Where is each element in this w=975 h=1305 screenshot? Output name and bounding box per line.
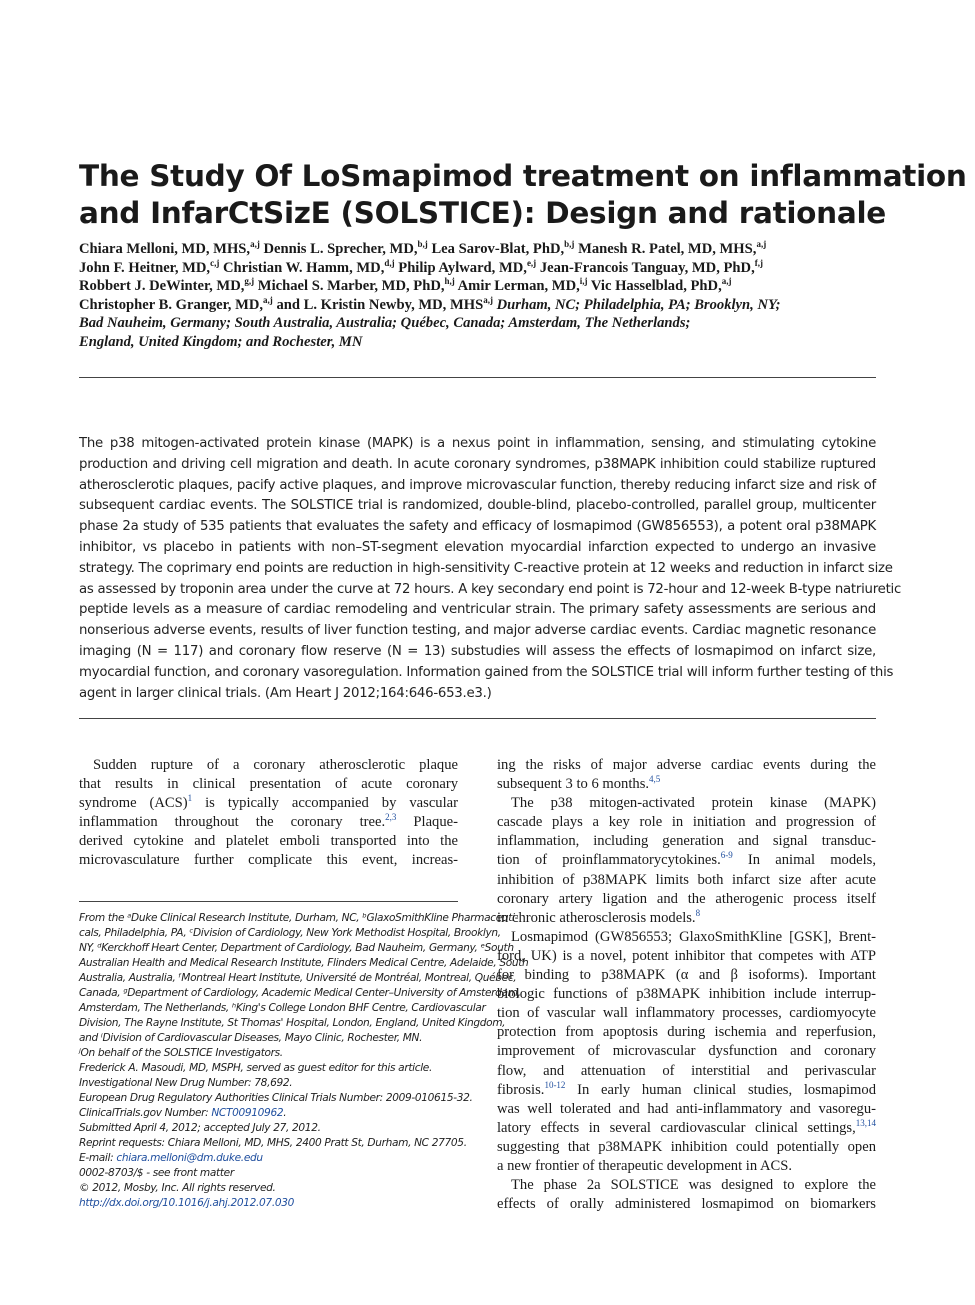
affiliation-mark: e,j (526, 257, 537, 268)
body-line: for binding to p38MAPK (α and β isoforms). Important (497, 967, 876, 984)
affiliation-line: Division, The Rayne Institute, St Thomas' Hospital, London, England, United Kingdom, (79, 1017, 506, 1029)
body-line: syndrome (ACS)$^1$ is typically accompanied by vascular (79, 793, 458, 812)
affiliation-line: Amsterdam, The Netherlands, ʰKing's College London BHF Centre, Cardiovascular (79, 1002, 486, 1014)
affiliation-mark: b,j (417, 239, 428, 250)
abstract-line: agent in larger clinical trials. (Am Heart J 2012;164:646-653.e3.) (79, 685, 492, 701)
body-line: fibrosis.$^{10-12}$ In early human clinical studies, losmapimod (497, 1079, 876, 1098)
reference-link[interactable]: 10-12 (544, 1079, 566, 1090)
body-line: in chronic atherosclerosis models.$^8$ (497, 907, 701, 926)
title-line: and InfarCtSizE (SOLSTICE): Design and rationale (79, 196, 886, 230)
abstract-line: peptide levels as a measure of cardiac remodeling and ventricular strain. The primary safety assessments are serious and (79, 602, 876, 618)
abstract-line: imaging (N = 117) and coronary flow reserve (N = 13) substudies will assess the effects of losmapimod on infarct size, (79, 643, 876, 659)
body-line: effects of orally administered losmapimod on biomarkers (497, 1196, 876, 1213)
affiliations (79, 911, 529, 1046)
body-line: suggesting that p38MAPK inhibition could potentially open (497, 1138, 876, 1155)
body-line: subsequent 3 to 6 months.$^{4,5}$ (497, 774, 661, 793)
abstract-line: subsequent cardiac events. The SOLSTICE trial is randomized, double-blind, placebo-controlled, parallel group, multicenter (79, 498, 876, 514)
affiliation-mark: a,j (263, 294, 273, 305)
abstract (79, 434, 902, 704)
body-line: The p38 mitogen-activated protein kinase (MAPK) (511, 795, 876, 812)
body-line: Sudden rupture of a coronary atherosclerotic plaque (93, 757, 458, 773)
footnote: European Drug Regulatory Authorities Clinical Trials Number: 2009-010615-32. (79, 1092, 473, 1104)
clinicaltrials-link[interactable]: NCT00910962 (211, 1107, 284, 1119)
footnote: Reprint requests: Chiara Melloni, MD, MHS, 2400 Pratt St, Durham, NC 27705. (79, 1137, 467, 1149)
abstract-line: inhibitor, vs placebo in patients with non–ST-segment elevation myocardial infarction expected to undergo an invasive (79, 539, 876, 555)
body-line: inflammation, including generation and signal transduc- (497, 833, 876, 850)
author: Amir Lerman, MD, (457, 278, 580, 294)
footnote: © 2012, Mosby, Inc. All rights reserved. (79, 1182, 276, 1194)
reference-link[interactable]: 4,5 (649, 774, 661, 785)
body-line: biologic functions of p38MAPK inhibition include interrup- (497, 986, 876, 1003)
abstract-line: strategy. The coprimary end points are reduction in high-sensitivity C-reactive protein at 12 weeks and reduction in infarct size (79, 560, 893, 576)
abstract-line: production and driving cell migration and death. In acute coronary syndromes, p38MAPK inhibition could stabilize ruptured (79, 456, 876, 472)
affiliation-line: Australia, Australia, ᶠMontreal Heart Institute, Université de Montréal, Montreal, Québec, (79, 972, 517, 984)
footnotes (79, 911, 529, 1211)
reference-link[interactable]: 2,3 (385, 812, 397, 823)
affiliation-mark: c,j (210, 257, 220, 268)
divider (79, 718, 876, 719)
footnote: ClinicalTrials.gov Number: NCT00910962. (79, 1107, 287, 1119)
author: Dennis L. Sprecher, MD, (263, 241, 418, 257)
body-line: tion of vascular wall inflammatory processes, cardiomyocyte (497, 1005, 876, 1022)
reference-link[interactable]: 8 (695, 907, 701, 918)
title-line: The Study Of LoSmapimod treatment on inflammation (79, 159, 967, 193)
author: Christian W. Hamm, MD, (223, 259, 385, 276)
body-column-right (497, 756, 876, 1214)
affiliation-mark: i,j (579, 276, 588, 287)
author-list (79, 240, 879, 351)
footnote: Investigational New Drug Number: 78,692. (79, 1077, 293, 1089)
author: Chiara Melloni, MD, MHS, (79, 241, 251, 257)
footnote: Submitted April 4, 2012; accepted July 27, 2012. (79, 1122, 321, 1134)
abstract-line: as assessed by troponin area under the curve at 72 hours. A key secondary end point is 72-hour and 12-week B-type natriuretic (79, 581, 902, 597)
footnote: Frederick A. Masoudi, MD, MSPH, served as guest editor for this article. (79, 1062, 432, 1074)
footnote: ʲOn behalf of the SOLSTICE Investigators. (79, 1047, 283, 1059)
author: Manesh R. Patel, MD, MHS, (578, 241, 757, 257)
body-line: protection from apoptosis during ischemia and reperfusion, (497, 1024, 876, 1041)
article-title (79, 158, 967, 232)
body-line: a new frontier of therapeutic development in ACS. (497, 1157, 793, 1174)
email-link[interactable]: chiara.melloni@dm.duke.edu (116, 1152, 263, 1164)
author: and L. Kristin Newby, MD, MHS (276, 296, 484, 313)
affiliation-mark: h,j (444, 276, 455, 287)
body-line: tion of proinflammatorycytokines.$^{6-9}$ In animal models, (497, 850, 877, 869)
body-line: was well tolerated and had anti-inflammatory and vasoregu- (497, 1100, 876, 1117)
reference-link[interactable]: 6-9 (720, 850, 733, 861)
affiliation-mark: a,j (250, 239, 260, 250)
body-line: that results in clinical presentation of acute coronary (79, 776, 458, 793)
author: Philip Aylward, MD, (398, 259, 527, 276)
affiliation-line: NY, ᵈKerckhoff Heart Center, Department of Cardiology, Bad Nauheim, Germany, ᵉSouth (79, 942, 514, 954)
footnote-divider (79, 901, 458, 902)
author-locations: Durham, NC; Philadelphia, PA; Brooklyn, NY; (496, 296, 781, 313)
doi-link[interactable]: http://dx.doi.org/10.1016/j.ahj.2012.07.030 (79, 1197, 295, 1209)
author: Vic Hasselblad, PhD, (590, 278, 722, 294)
affiliation-mark: f,j (754, 257, 763, 268)
affiliation-mark: a,j (483, 294, 493, 305)
affiliation-mark: d,j (384, 257, 395, 268)
abstract-line: nonserious adverse events, results of liver function testing, and major adverse cardiac events. Cardiac magnetic resonance (79, 623, 876, 639)
affiliation-line: cals, Philadelphia, PA, ᶜDivision of Cardiology, New York Methodist Hospital, Brooklyn, (79, 927, 501, 939)
body-line: derived cytokine and platelet emboli transported into the (79, 833, 458, 850)
body-line: microvasculature further complicate this event, increas- (79, 852, 458, 869)
body-line: inhibition of p38MAPK limits both infarct size after acute (497, 871, 876, 888)
body-line: coronary artery ligation and the atherogenic process itself (497, 890, 876, 907)
body-column-left (79, 756, 458, 871)
author: John F. Heitner, MD, (79, 259, 211, 276)
author-locations: England, United Kingdom; and Rochester, MN (79, 333, 363, 350)
author-locations: Bad Nauheim, Germany; South Australia, Australia; Québec, Canada; Amsterdam, The Netherlands; (79, 315, 691, 331)
divider (79, 377, 876, 378)
reference-link[interactable]: 1 (187, 793, 193, 804)
affiliation-mark: g,j (244, 276, 255, 287)
body-line: Losmapimod (GW856553; GlaxoSmithKline [GSK], Brent- (511, 928, 876, 945)
affiliation-line: and ⁱDivision of Cardiovascular Diseases, Mayo Clinic, Rochester, MN. (79, 1032, 423, 1044)
affiliation-line: From the ᵃDuke Clinical Research Institute, Durham, NC, ᵇGlaxoSmithKline Pharmaceuti- (79, 912, 519, 924)
affiliation-line: Australian Health and Medical Research Institute, Flinders Medical Centre, Adelaide, South (79, 957, 529, 969)
footnote: 0002-8703/$ - see front matter (79, 1167, 234, 1179)
author: Robbert J. DeWinter, MD, (79, 278, 245, 294)
body-line: ing the risks of major adverse cardiac events during the (497, 757, 876, 773)
affiliation-mark: b,j (564, 239, 575, 250)
reference-link[interactable]: 13,14 (855, 1117, 876, 1128)
body-line: latory effects in several cardiovascular clinical settings,$^{13,14}$ (497, 1117, 876, 1136)
abstract-line: phase 2a study of 535 patients that evaluates the safety and efficacy of losmapimod (GW856553), a potent oral p38MAPK (79, 519, 876, 535)
author: Jean-Francois Tanguay, MD, PhD, (539, 259, 755, 276)
author: Christopher B. Granger, MD, (79, 296, 264, 313)
body-line: improvement of microvascular dysfunction and coronary (497, 1043, 876, 1060)
abstract-line: The p38 mitogen-activated protein kinase (MAPK) is a nexus point in inflammation, sensing, and stimulating cytokine (79, 436, 876, 451)
author: Lea Sarov-Blat, PhD, (431, 241, 565, 257)
body-line: The phase 2a SOLSTICE was designed to explore the (511, 1177, 876, 1194)
body-line: flow, and attenuation of interstitial and perivascular (497, 1062, 876, 1079)
affiliation-line: Canada, ᵍDepartment of Cardiology, Academic Medical Center–University of Amsterdam, (79, 987, 521, 999)
footnote: E-mail: chiara.melloni@dm.duke.edu (79, 1152, 263, 1164)
author: Michael S. Marber, MD, PhD, (257, 278, 445, 294)
body-line: inflammation throughout the coronary tree.$^{2,3}$ Plaque- (79, 812, 458, 831)
body-line: ford, UK) is a novel, potent inhibitor that competes with ATP (497, 947, 876, 964)
abstract-line: myocardial function, and coronary vasoregulation. Information gained from the SOLSTICE trial will inform further testing of this (79, 664, 894, 680)
body-line: cascade plays a key role in initiation and progression of (497, 814, 876, 831)
affiliation-mark: a,j (756, 239, 767, 250)
abstract-line: atherosclerotic plaques, pacify active plaques, and improve microvascular function, thereby reducing infarct size and risk of (79, 477, 876, 493)
affiliation-mark: a,j (721, 276, 732, 287)
